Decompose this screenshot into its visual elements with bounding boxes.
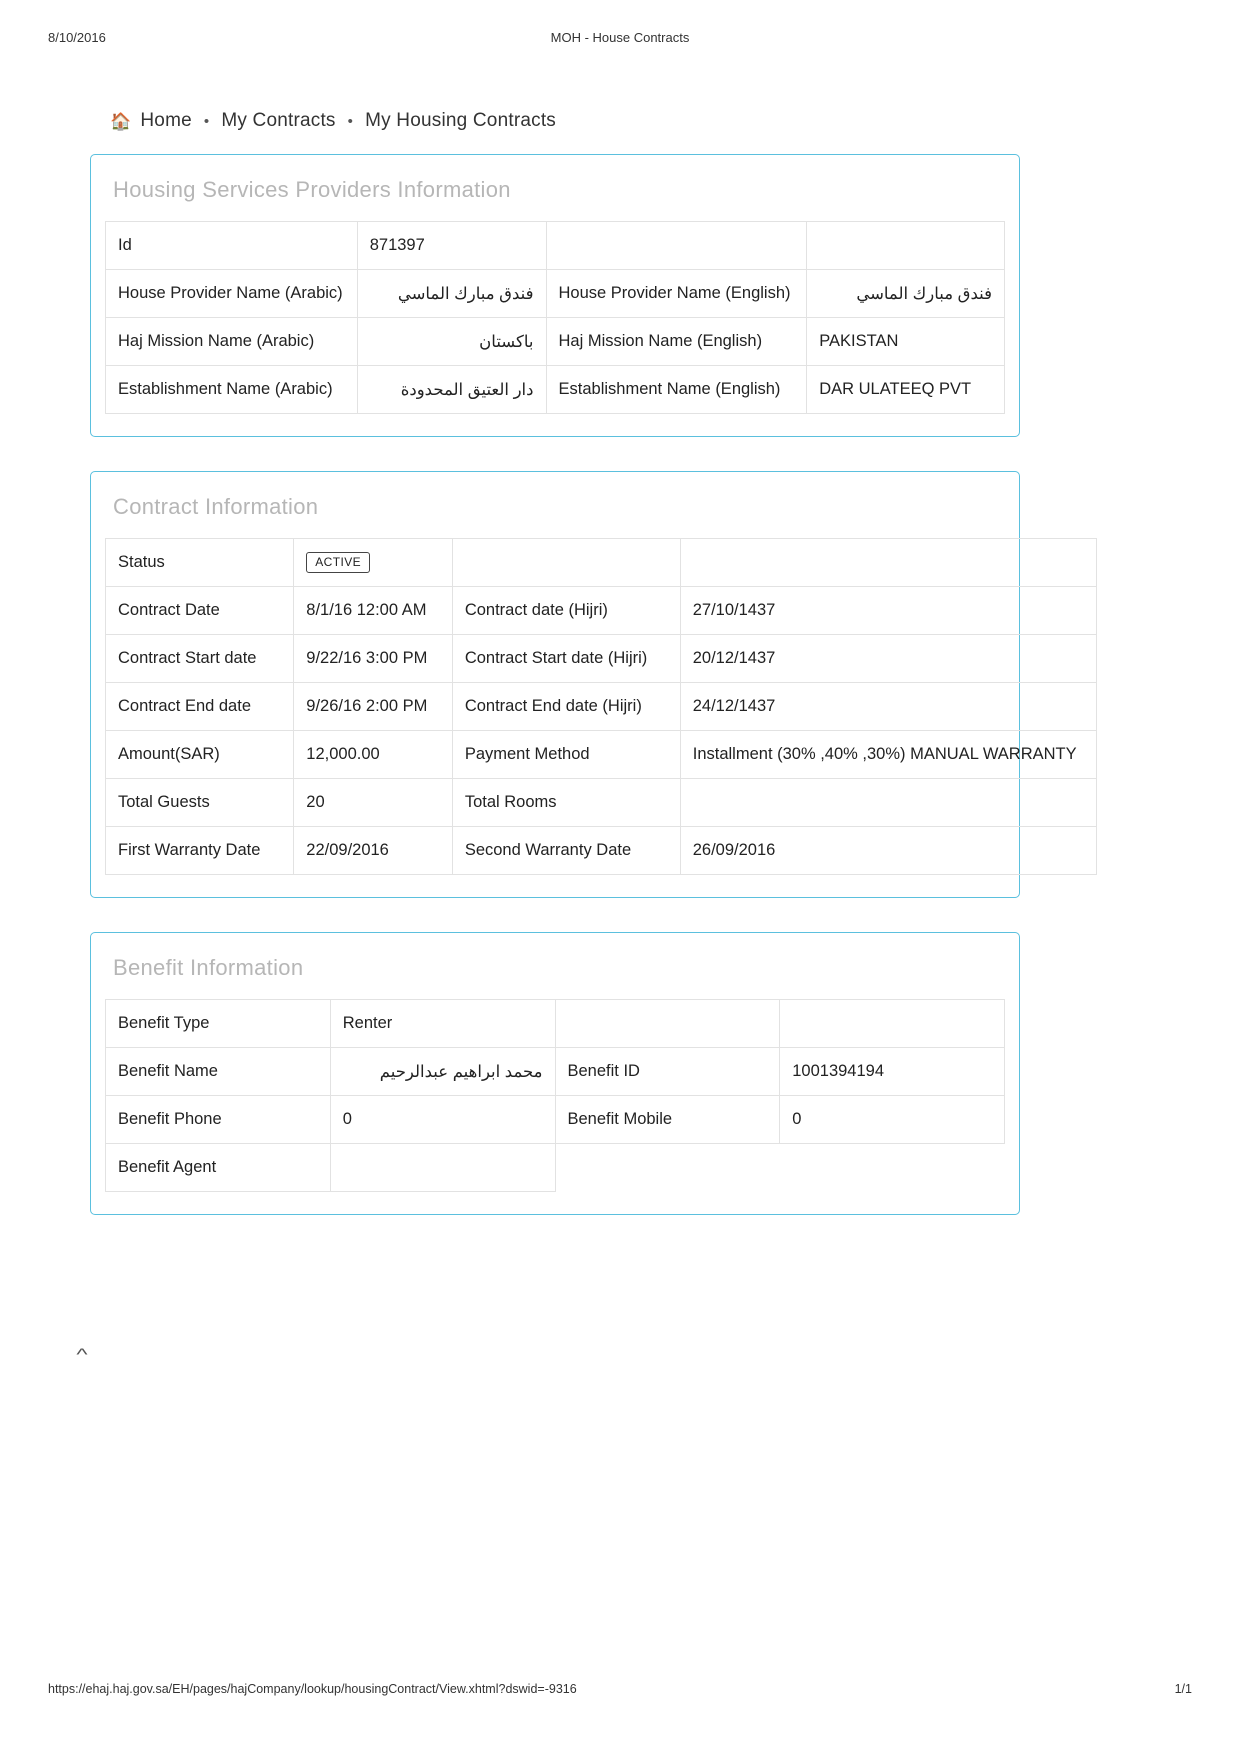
cell-empty xyxy=(555,1000,780,1048)
cell-label: House Provider Name (Arabic) xyxy=(106,270,358,318)
print-footer xyxy=(0,1682,1240,1702)
cell-label: Contract Start date (Hijri) xyxy=(452,635,680,683)
cell-label: Total Rooms xyxy=(452,779,680,827)
breadcrumb xyxy=(110,110,1020,132)
cell-value xyxy=(680,779,1096,827)
cell-value: 9/22/16 3:00 PM xyxy=(294,635,453,683)
cell-label: Second Warranty Date xyxy=(452,827,680,875)
cell-value: دار العتيق المحدودة xyxy=(357,366,546,414)
page-content xyxy=(90,110,1077,1249)
cell-value: 1001394194 xyxy=(780,1048,1005,1096)
cell-empty xyxy=(780,1000,1005,1048)
cell-label xyxy=(546,222,807,270)
table-row xyxy=(106,270,1005,318)
table-row xyxy=(106,318,1005,366)
table-row xyxy=(106,222,1005,270)
cell-value: PAKISTAN xyxy=(807,318,1005,366)
cell-label: Benefit Phone xyxy=(106,1096,331,1144)
cell-value: باكستان xyxy=(357,318,546,366)
table-row xyxy=(106,827,1097,875)
cell-label: Total Guests xyxy=(106,779,294,827)
cell-empty xyxy=(452,539,680,587)
cell-empty xyxy=(780,1144,1005,1192)
contract-table xyxy=(105,538,1097,875)
cell-value-status xyxy=(294,539,453,587)
table-row xyxy=(106,683,1097,731)
cell-value: 9/26/16 2:00 PM xyxy=(294,683,453,731)
cell-label: Payment Method xyxy=(452,731,680,779)
cell-value: 26/09/2016 xyxy=(680,827,1096,875)
providers-table xyxy=(105,221,1005,414)
cell-label: Benefit Mobile xyxy=(555,1096,780,1144)
table-row xyxy=(106,1096,1005,1144)
footer-url: https://ehaj.haj.gov.sa/EH/pages/hajCompany/lookup/housingContract/View.xhtml?dswid=-9316 xyxy=(48,1682,577,1696)
cell-label: Benefit ID xyxy=(555,1048,780,1096)
cell-label: Establishment Name (Arabic) xyxy=(106,366,358,414)
breadcrumb-separator: • xyxy=(347,112,354,130)
breadcrumb-item-home[interactable]: Home xyxy=(140,110,192,131)
cell-label: Id xyxy=(106,222,358,270)
cell-value: 20/12/1437 xyxy=(680,635,1096,683)
table-row xyxy=(106,366,1005,414)
panel-benefit-information xyxy=(90,932,1020,1215)
chevron-up-icon[interactable]: ^ xyxy=(76,1345,88,1364)
table-row xyxy=(106,779,1097,827)
cell-label: Amount(SAR) xyxy=(106,731,294,779)
print-header xyxy=(0,30,1240,50)
breadcrumb-separator: • xyxy=(203,112,210,130)
cell-label: Benefit Type xyxy=(106,1000,331,1048)
table-row xyxy=(106,1144,1005,1192)
cell-label: Establishment Name (English) xyxy=(546,366,807,414)
cell-value: Installment (30% ,40% ,30%) MANUAL WARRANTY xyxy=(680,731,1096,779)
cell-value xyxy=(330,1144,555,1192)
cell-value: 871397 xyxy=(357,222,546,270)
cell-label: Contract End date (Hijri) xyxy=(452,683,680,731)
table-row xyxy=(106,587,1097,635)
cell-label: Benefit Name xyxy=(106,1048,331,1096)
cell-value: 0 xyxy=(330,1096,555,1144)
table-row xyxy=(106,539,1097,587)
panel-title-housing-providers: Housing Services Providers Information xyxy=(113,177,511,202)
breadcrumb-item-my-housing-contracts[interactable]: My Housing Contracts xyxy=(365,110,556,131)
cell-value: 24/12/1437 xyxy=(680,683,1096,731)
cell-label: Contract date (Hijri) xyxy=(452,587,680,635)
table-row xyxy=(106,635,1097,683)
panel-title-contract-information: Contract Information xyxy=(113,494,319,519)
cell-value: فندق مبارك الماسي xyxy=(807,270,1005,318)
cell-value: 0 xyxy=(780,1096,1005,1144)
cell-label: House Provider Name (English) xyxy=(546,270,807,318)
table-row xyxy=(106,1000,1005,1048)
cell-value: 8/1/16 12:00 AM xyxy=(294,587,453,635)
cell-label: Haj Mission Name (Arabic) xyxy=(106,318,358,366)
cell-label: Contract Date xyxy=(106,587,294,635)
cell-value: 27/10/1437 xyxy=(680,587,1096,635)
cell-value xyxy=(807,222,1005,270)
cell-value: 22/09/2016 xyxy=(294,827,453,875)
print-date: 8/10/2016 xyxy=(48,30,106,45)
cell-value: 12,000.00 xyxy=(294,731,453,779)
panel-contract-information xyxy=(90,471,1077,898)
cell-value: محمد ابراهيم عبدالرحيم xyxy=(330,1048,555,1096)
cell-label: Contract Start date xyxy=(106,635,294,683)
cell-label-status: Status xyxy=(106,539,294,587)
cell-value: DAR ULATEEQ PVT xyxy=(807,366,1005,414)
cell-value: 20 xyxy=(294,779,453,827)
footer-page-number: 1/1 xyxy=(1174,1682,1192,1696)
table-row xyxy=(106,1048,1005,1096)
cell-empty xyxy=(680,539,1096,587)
cell-label: First Warranty Date xyxy=(106,827,294,875)
print-title: MOH - House Contracts xyxy=(550,30,690,45)
cell-label: Contract End date xyxy=(106,683,294,731)
table-row xyxy=(106,731,1097,779)
cell-value: Renter xyxy=(330,1000,555,1048)
cell-empty xyxy=(555,1144,780,1192)
breadcrumb-item-my-contracts[interactable]: My Contracts xyxy=(221,110,336,131)
status-badge: ACTIVE xyxy=(306,552,370,573)
panel-housing-providers xyxy=(90,154,1020,437)
benefit-table xyxy=(105,999,1005,1192)
cell-label: Benefit Agent xyxy=(106,1144,331,1192)
cell-label: Haj Mission Name (English) xyxy=(546,318,807,366)
cell-value: فندق مبارك الماسي xyxy=(357,270,546,318)
panel-title-benefit-information: Benefit Information xyxy=(113,955,304,980)
home-icon[interactable]: 🏠 xyxy=(110,111,132,131)
